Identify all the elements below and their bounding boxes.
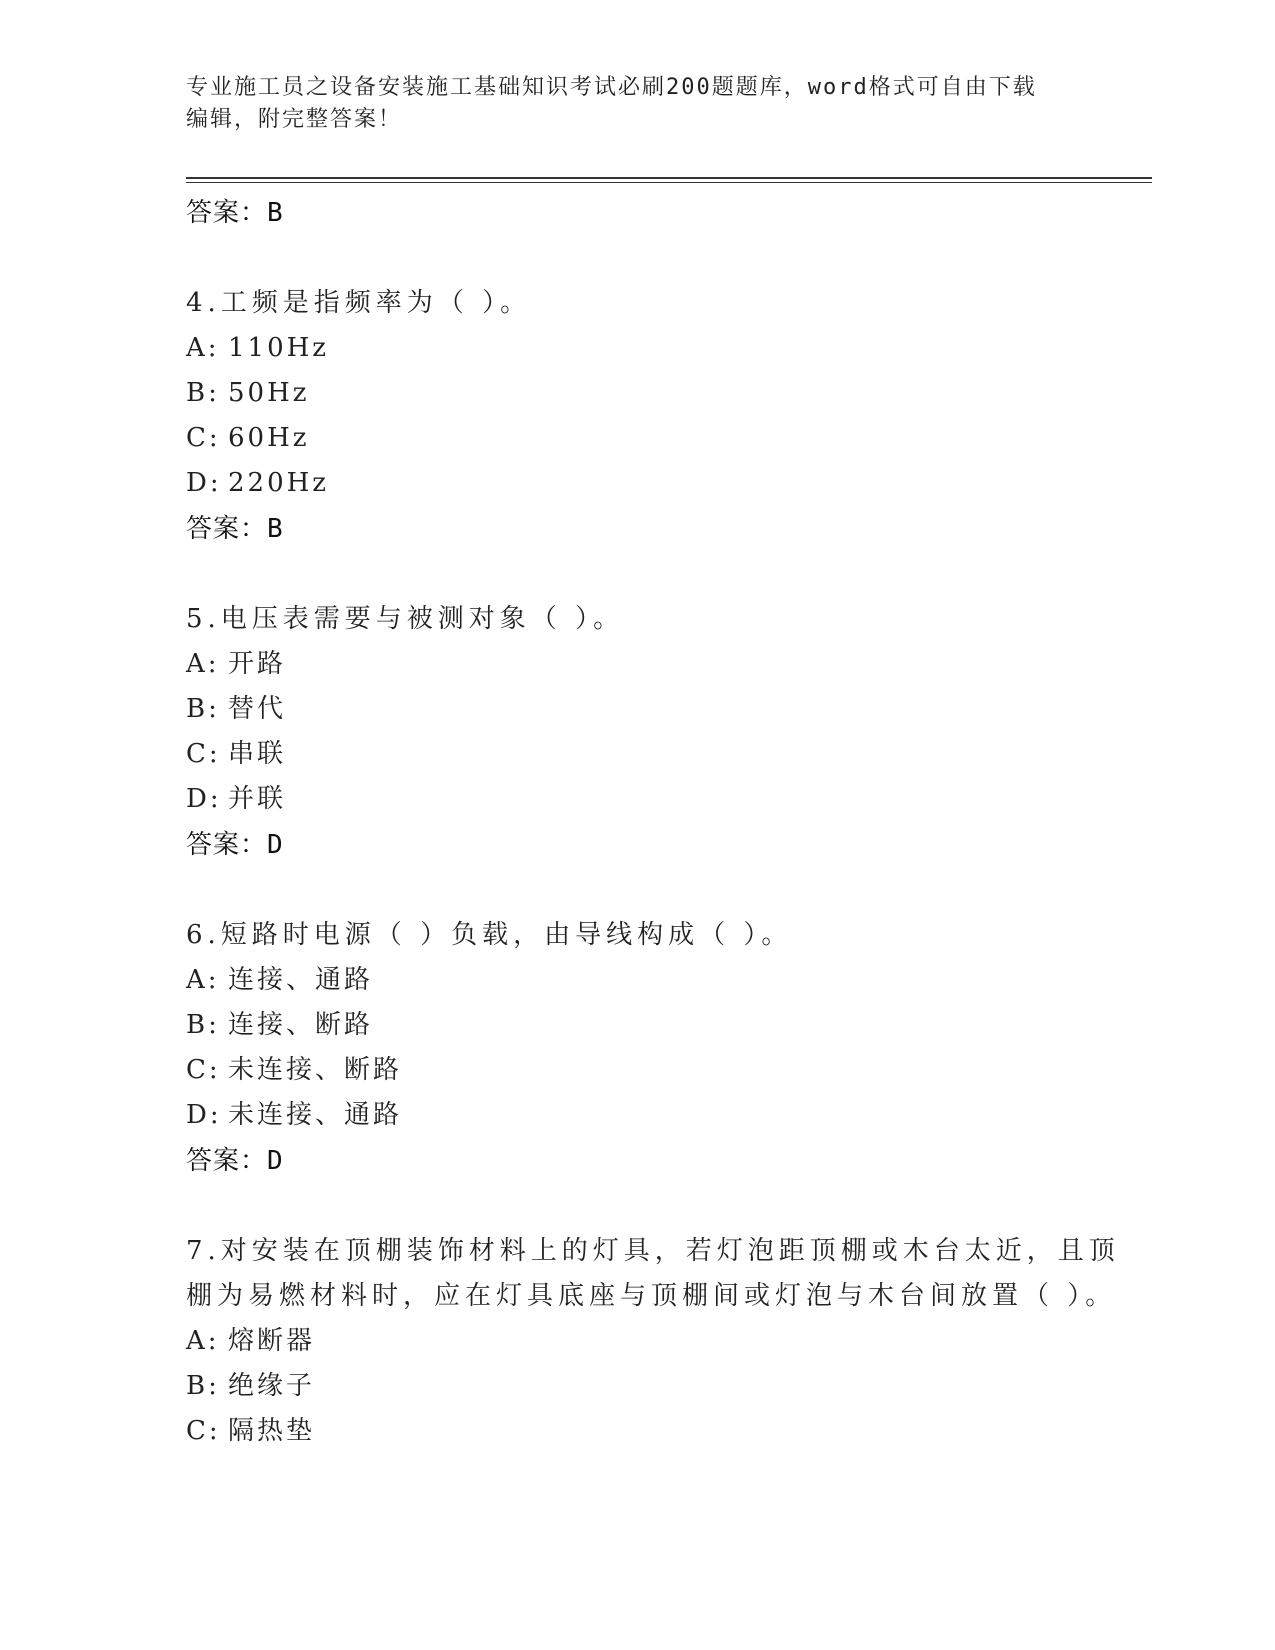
option-b [186, 1003, 1086, 1048]
document-header [186, 72, 1066, 136]
question-stem-line: 6.短路时电源（ ）负载，由导线构成（ ）。 [186, 920, 793, 950]
option-text: 110Hz [228, 333, 329, 363]
option-text: 开路 [228, 649, 287, 679]
question-stem-line: 5.电压表需要与被测对象（ ）。 [186, 604, 625, 634]
option-b [186, 687, 1086, 732]
option-text: 串联 [228, 739, 287, 769]
option-letter: C: [186, 1416, 221, 1446]
answer-label: 答案： [186, 198, 268, 228]
option-a [186, 642, 1086, 687]
answer-value: B [267, 198, 284, 228]
option-letter: B: [186, 1371, 220, 1401]
question-6 [186, 913, 1086, 1184]
option-b [186, 371, 1086, 416]
header-divider-thin [186, 182, 1152, 183]
option-a [186, 1319, 1086, 1364]
option-b [186, 1364, 1086, 1409]
option-letter: D: [186, 468, 222, 498]
option-a [186, 958, 1086, 1003]
option-text: 未连接、断路 [228, 1055, 403, 1085]
option-letter: A: [186, 333, 220, 363]
option-text: 替代 [228, 694, 287, 724]
option-text: 并联 [228, 784, 287, 814]
option-text: 60Hz [228, 423, 310, 453]
option-text: 隔热垫 [228, 1416, 316, 1446]
header-title-line-1: 专业施工员之设备安装施工基础知识考试必刷200题题库，word格式可自由下载 [186, 75, 1037, 100]
question-4 [186, 281, 1086, 552]
answer-line [186, 822, 1086, 868]
question-stem [186, 913, 1086, 958]
option-letter: B: [186, 694, 220, 724]
answer-value: D [267, 1146, 284, 1176]
answer-label: 答案： [186, 514, 268, 544]
option-text: 连接、断路 [228, 1010, 374, 1040]
option-text: 未连接、通路 [228, 1100, 403, 1130]
option-text: 50Hz [228, 378, 310, 408]
option-text: 绝缘子 [228, 1371, 316, 1401]
option-letter: A: [186, 1326, 220, 1356]
option-c [186, 416, 1086, 461]
option-letter: A: [186, 965, 220, 995]
question-stem-line: 7.对安装在顶棚装饰材料上的灯具，若灯泡距顶棚或木台太近，且顶 [186, 1236, 1120, 1266]
answer-line [186, 1138, 1086, 1184]
header-divider-thick [186, 177, 1152, 179]
answer-line [186, 506, 1086, 552]
option-letter: A: [186, 649, 220, 679]
option-a [186, 326, 1086, 371]
question-7 [186, 1229, 1120, 1454]
option-letter: D: [186, 784, 222, 814]
option-text: 220Hz [228, 468, 329, 498]
option-letter: D: [186, 1100, 222, 1130]
option-letter: C: [186, 423, 221, 453]
option-letter: B: [186, 378, 220, 408]
option-c [186, 1048, 1086, 1093]
option-c [186, 1409, 1086, 1454]
option-text: 连接、通路 [228, 965, 374, 995]
question-stem [186, 597, 1086, 642]
answer-value: D [267, 830, 284, 860]
header-title-line-2: 编辑，附完整答案！ [186, 107, 403, 132]
option-d [186, 461, 1086, 506]
answer-label: 答案： [186, 830, 268, 860]
question-5 [186, 597, 1086, 868]
option-letter: C: [186, 1055, 221, 1085]
option-letter: B: [186, 1010, 220, 1040]
answer-line [186, 190, 1086, 236]
answer-value: B [267, 514, 284, 544]
option-d [186, 1093, 1086, 1138]
question-stem [186, 281, 1086, 326]
option-text: 熔断器 [228, 1326, 316, 1356]
option-c [186, 732, 1086, 777]
question-stem-line: 棚为易燃材料时，应在灯具底座与顶棚间或灯泡与木台间放置（ ）。 [186, 1281, 1117, 1311]
option-d [186, 777, 1086, 822]
question-stem [186, 1229, 1120, 1319]
question-stem-line: 4.工频是指频率为（ ）。 [186, 288, 532, 318]
answer-label: 答案： [186, 1146, 268, 1176]
question-list [186, 190, 1120, 1454]
option-letter: C: [186, 739, 221, 769]
